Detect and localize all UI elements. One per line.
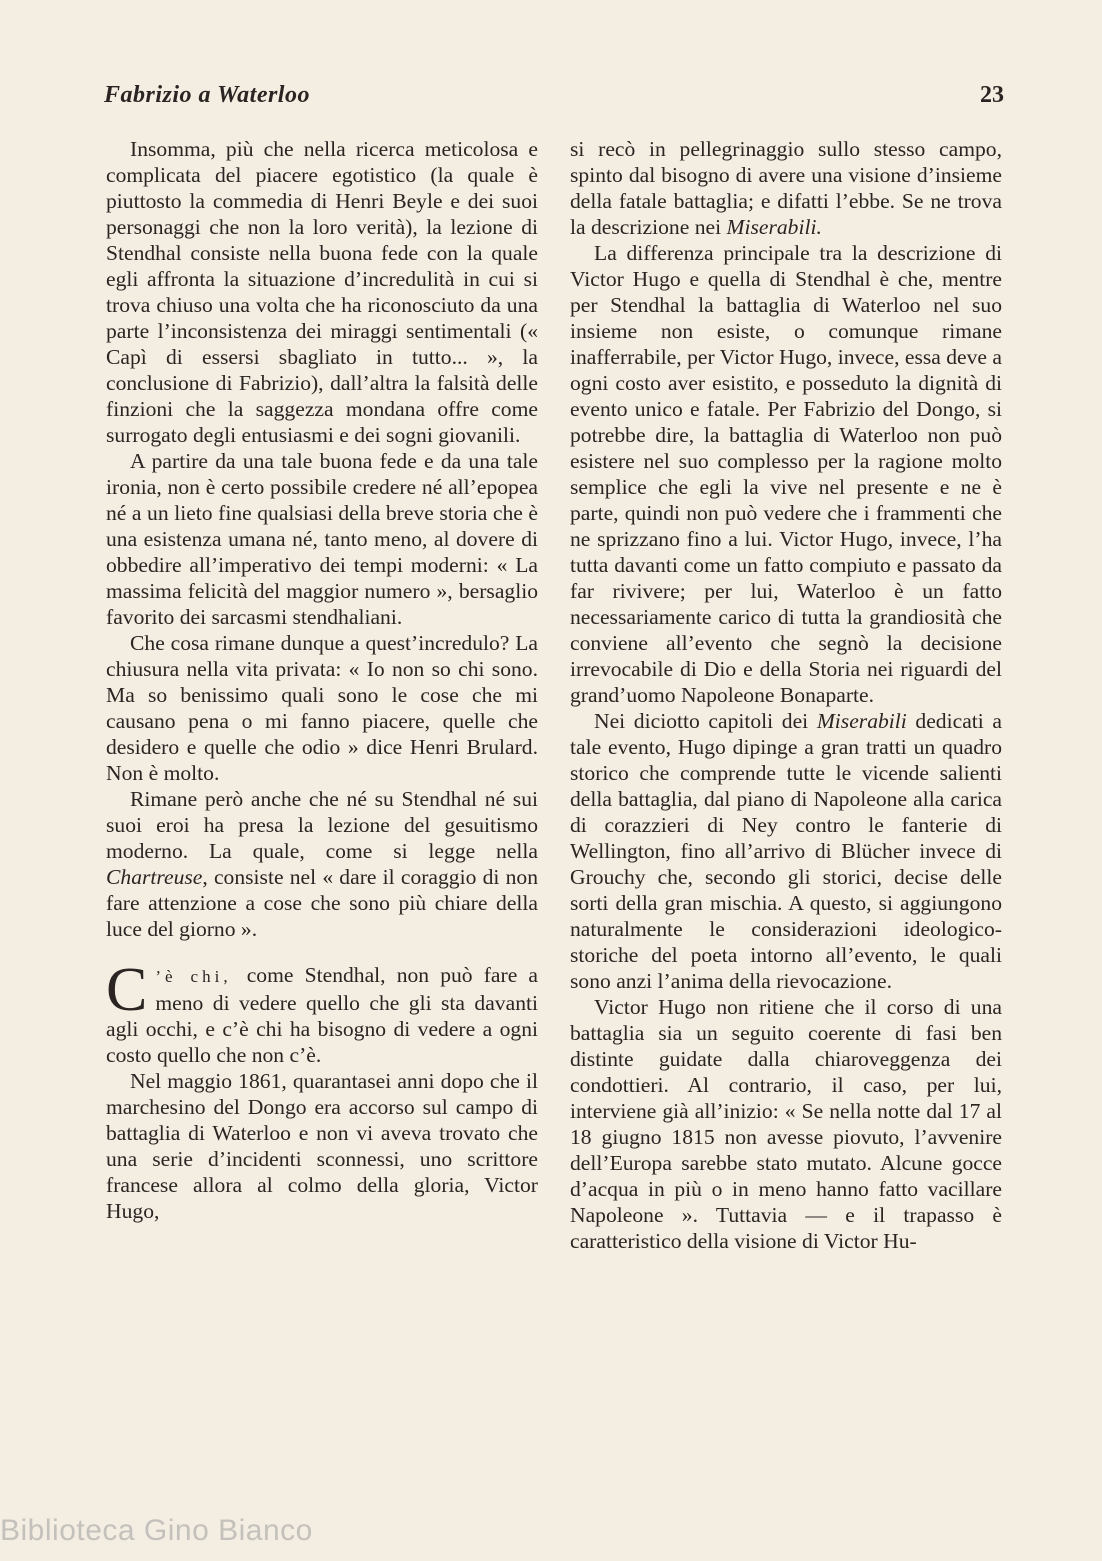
section-opening-paragraph xyxy=(106,956,538,1068)
paragraph: Che cosa rimane dunque a quest’incredulo? La chiusura nella vita privata: « Io non so chi sono. Ma so benissimo quali sono le cose che mi causano pena o mi fanno piacere, quelle che desidero e quelle che odio » dice Henri Brulard. Non è molto. xyxy=(106,631,538,785)
paragraph: Victor Hugo non ritiene che il corso di una battaglia sia un seguito coerente di fasi ben distinte guidate dalla chiaroveggenza dei condottieri. Al contrario, il caso, per lui, interviene già all’inizio: « Se nella notte dal 17 al 18 giugno 1815 non avesse piovuto, l’avvenire dell’Europa sarebbe stato mutato. Alcune gocce d’acqua in più o in meno hanno fatto vacillare Napoleone ». Tuttavia — e il trapasso è caratteristico della visione di Victor Hu- xyxy=(570,995,1002,1253)
text-run: si recò in pellegrinaggio sullo stesso campo, spinto dal bisogno di avere una visione d’insieme della fatale battaglia; e difatti l’ebbe. Se ne trova la descrizione nei xyxy=(570,137,1002,239)
book-title-miserabili: Miserabili xyxy=(816,709,907,733)
paragraph: Nel maggio 1861, quarantasei anni dopo che il marchesino del Dongo era accorso sul campo di battaglia di Waterloo e non vi aveva trovato che una serie d’incidenti sconnessi, uno scrittore francese allora al colmo della gloria, Victor Hugo, xyxy=(106,1069,538,1223)
paragraph: A partire da una tale buona fede e da una tale ironia, non è certo possibile credere né all’epopea né a un lieto fine qualsiasi della breve storia che è una esistenza umana né, tanto meno, al dovere di obbedire all’imperativo dei tempi moderni: « La massima felicità del maggior numero », bersaglio favorito dei sarcasmi stendhaliani. xyxy=(106,449,538,629)
page-number: 23 xyxy=(980,82,1004,108)
small-caps-lead: ’è chi, xyxy=(155,967,232,986)
right-column xyxy=(570,136,1002,1254)
left-column xyxy=(106,136,538,1224)
text-run: , consiste nel « dare il coraggio di non fare attenzione a cose che sono più chiare della luce del giorno ». xyxy=(106,865,538,941)
paragraph-continued xyxy=(570,136,1002,240)
paragraph xyxy=(570,708,1002,994)
text-run: come Stendhal, non può fare a meno di vedere quello che gli sta davanti agli occhi, e c’è chi ha bisogno di vedere a ogni costo quello che non c’è. xyxy=(106,963,538,1067)
paragraph xyxy=(106,786,538,942)
text-run: dedicati a tale evento, Hugo dipinge a gran tratti un quadro storico che comprende tutte le vicende salienti della battaglia, dal piano di Napoleone alla carica di corazzieri di Ney contro le fanterie di Wellington, fino all’arrivo di Blücher invece di Grouchy che, secondo gli storici, decise delle sorti della gran mischia. A questo, si aggiungono naturalmente le considerazioni ideologico-storiche del poeta intorno all’evento, le quali sono anzi l’anima della rievocazione. xyxy=(570,709,1002,993)
running-head xyxy=(104,82,1004,114)
paragraph: Insomma, più che nella ricerca meticolosa e complicata del piacere egotistico (la quale è piuttosto la commedia di Henri Beyle e dei suoi personaggi che non la loro verità), la lezione di Stendhal consiste nella buona fede con la quale egli affronta la situazione d’incredulità in cui si trova chiuso una volta che ha riconosciuto da una parte l’inconsistenza dei miraggi sentimentali (« Capì di essersi sbagliato in tutto... », la conclusione di Fabrizio), dall’altra la falsità delle finzioni che la saggezza mondana offre come surrogato degli entusiasmi e dei sogni giovanili. xyxy=(106,137,538,447)
library-watermark: Biblioteca Gino Bianco xyxy=(0,1514,313,1547)
text-run: Nei diciotto capitoli dei xyxy=(594,709,817,733)
text-run: Rimane però anche che né su Stendhal né sui suoi eroi ha presa la lezione del gesuitismo moderno. La quale, come si legge nella xyxy=(106,787,538,863)
book-title-chartreuse: Chartreuse xyxy=(106,865,203,889)
drop-cap: C xyxy=(106,956,148,1024)
paragraph: La differenza principale tra la descrizione di Victor Hugo e quella di Stendhal è che, mentre per Stendhal la battaglia di Waterloo nel suo insieme non esiste, o comunque rimane inafferrabile, per Victor Hugo, invece, essa deve a ogni costo aver esistito, e posseduto la dignità di evento unico e fatale. Per Fabrizio del Dongo, si potrebbe dire, la battaglia di Waterloo non può esistere nel suo complesso per la ragione molto semplice che egli la vive nel presente e ne è parte, quindi non può vedere che i frammenti che ne sprizzano fino a lui. Victor Hugo, invece, l’ha tutta davanti come un fatto compiuto e passato da far rivivere; per lui, Waterloo è un fatto necessariamente carico di tutta la grandiosità che conviene all’evento che segnò la decisione irrevocabile di Dio e della Storia nei riguardi del grand’uomo Napoleone Bonaparte. xyxy=(570,241,1002,707)
running-title: Fabrizio a Waterloo xyxy=(104,82,310,108)
book-title-miserabili: Miserabili. xyxy=(726,215,822,239)
